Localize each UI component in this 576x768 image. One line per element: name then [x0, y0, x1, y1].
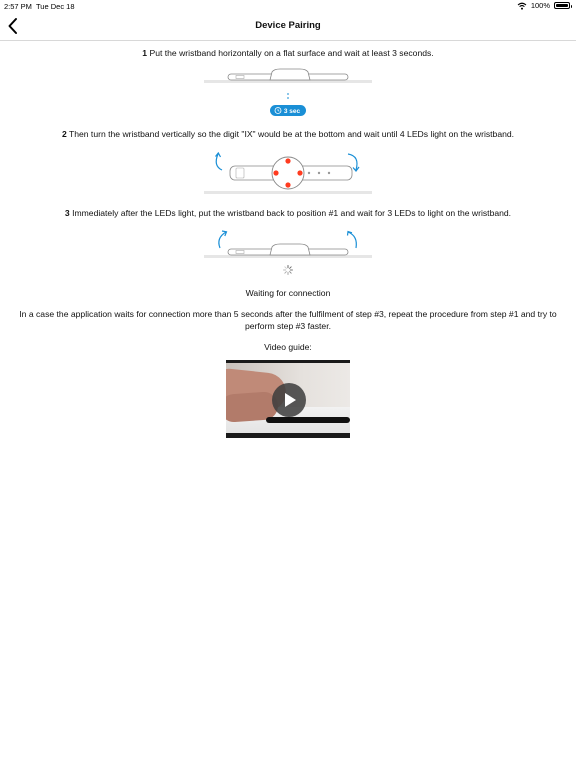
step-3-instruction: [0, 208, 576, 219]
step-1-instruction: [0, 48, 576, 59]
loading-spinner-icon: [284, 266, 293, 275]
step-2-text: Then turn the wristband vertically so the digit "IX" would be at the bottom and wait until 4 LEDs light on the wristband.: [68, 129, 515, 139]
step-2-instruction: [0, 129, 576, 140]
wristband-horizontal: [228, 69, 348, 80]
step-1-illustration: [200, 66, 376, 120]
video-guide-label: Video guide:: [264, 342, 312, 352]
battery-icon: [554, 2, 570, 9]
page-title: Device Pairing: [255, 20, 321, 31]
surface-line: [204, 255, 372, 258]
nav-bar: [0, 12, 576, 41]
wristband-vertical: [230, 157, 352, 189]
retry-note: In a case the application waits for connection more than 5 seconds after the fulfilment of step #3, repeat the procedure from step #1 and try to perform step #3 faster.: [19, 309, 557, 331]
rotate-left-arrow-icon: [216, 153, 223, 170]
wristband-horizontal: [228, 244, 348, 255]
play-icon: [285, 393, 296, 407]
surface-line: [204, 80, 372, 83]
battery-percent: 100%: [530, 1, 550, 10]
wristband-in-video: [266, 417, 350, 423]
step-3-number: 3: [64, 208, 70, 218]
video-player[interactable]: [226, 360, 350, 438]
step-2-illustration: [200, 148, 376, 198]
status-right: [517, 1, 570, 10]
rotate-back-right-arrow-icon: [348, 232, 357, 249]
status-bar: [0, 0, 576, 12]
wifi-icon: [517, 2, 527, 10]
status-time: 2:57 PM: [4, 2, 32, 11]
step-3-illustration: [200, 226, 376, 276]
timer-badge-text: 3 sec: [283, 108, 301, 116]
step-1-text: Put the wristband horizontally on a flat surface and wait at least 3 seconds.: [149, 48, 434, 58]
waiting-status: Waiting for connection: [245, 288, 331, 298]
rotate-back-left-arrow-icon: [219, 231, 227, 248]
play-button[interactable]: [272, 383, 306, 417]
surface-line: [204, 191, 372, 194]
step-2-number: 2: [61, 129, 67, 139]
status-date: Tue Dec 18: [36, 2, 75, 11]
step-3-text: Immediately after the LEDs light, put the wristband back to position #1 and wait for 3 LEDs to light on the wristband.: [72, 208, 512, 218]
step-1-number: 1: [142, 48, 148, 58]
